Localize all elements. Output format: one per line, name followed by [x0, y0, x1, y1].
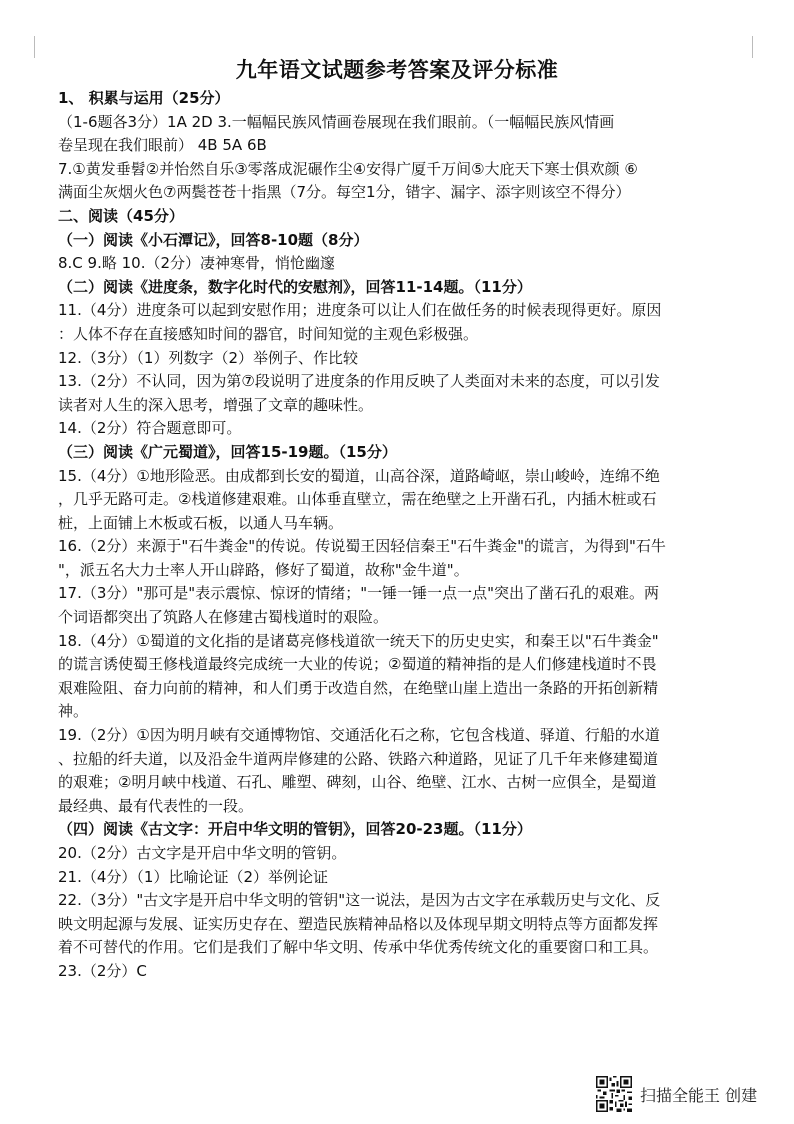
section-heading: 二、阅读（45分）: [58, 206, 184, 225]
answer-line: 20.（2分）古文字是开启中华文明的管钥。: [58, 844, 347, 862]
answer-line: 18.（4分）①蜀道的文化指的是诸葛亮修栈道欲一统天下的历史史实，和秦王以"石牛粪金": [58, 631, 659, 650]
answer-line: 7.①黄发垂髫②并怡然自乐③零落成泥碾作尘④安得广厦千万间⑤大庇天下寒士俱欢颜 ⑥: [58, 159, 638, 178]
answer-line: 满面尘灰烟火色⑦两鬓苍苍十指黑（7分。每空1分，错字、漏字、添字则该空不得分）: [58, 183, 631, 202]
section-heading: （四）阅读《古文字：开启中华文明的管钥》，回答20-23题。（11分）: [58, 820, 532, 839]
answer-line: 映文明起源与发展、证实历史存在、塑造民族精神品格以及体现早期文明特点等方面都发挥: [58, 914, 659, 933]
answer-content: [58, 87, 770, 984]
answer-line: 21.（4分）（1）比喻论证（2）举例论证: [58, 867, 328, 886]
answer-line: 最经典、最有代表性的一段。: [58, 796, 254, 815]
answer-line: ：人体不存在直接感知时间的器官，时间知觉的主观色彩极强。: [58, 324, 479, 343]
answer-line: 8.C 9.略 10.（2分）凄神寒骨，悄怆幽邃: [58, 254, 336, 273]
answer-line: 12.（3分）（1）列数字（2）举例子、作比较: [58, 348, 358, 367]
answer-line: （1-6题各3分）1A 2D 3.一幅幅民族风情画卷展现在我们眼前。（一幅幅民族风情画: [58, 112, 615, 131]
scanner-watermark: [596, 1074, 757, 1114]
answer-line: 22.（3分）"古文字是开启中华文明的管钥"这一说法，是因为古文字在承载历史与文化、反: [58, 891, 661, 910]
answer-line: 艰难险阻、奋力向前的精神，和人们勇于改造自然，在绝壁山崖上造出一条路的开拓创新精: [58, 678, 659, 697]
answer-line: 17.（3分）"那可是"表示震惊、惊讶的情绪；"一锤一锤一点一点"突出了凿石孔的艰难。两: [58, 584, 659, 603]
answer-line: 桩，上面铺上木板或石板，以通人马车辆。: [58, 513, 344, 532]
section-heading: 1、 积累与运用（25分）: [58, 89, 230, 107]
section-heading: （三）阅读《广元蜀道》，回答15-19题。（15分）: [58, 442, 397, 461]
section-heading: （一）阅读《小石潭记》，回答8-10题（8分）: [58, 230, 369, 249]
section-heading: （二）阅读《进度条，数字化时代的安慰剂》，回答11-14题。（11分）: [58, 277, 532, 296]
answer-line: 19.（2分）①因为明月峡有交通博物馆、交通活化石之称，它包含栈道、驿道、行船的水道: [58, 726, 660, 745]
answer-line: 的谎言诱使蜀王修栈道最终完成统一大业的传说；②蜀道的精神指的是人们修建栈道时不畏: [58, 655, 657, 674]
answer-line: 11.（4分）进度条可以起到安慰作用；进度条可以让人们在做任务的时候表现得更好。原因: [58, 301, 662, 320]
answer-line: 15.（4分）①地形险恶。由成都到长安的蜀道，山高谷深，道路崎岖，崇山峻岭，连绵不绝: [58, 466, 660, 485]
answer-line: 读者对人生的深入思考，增强了文章的趣味性。: [58, 395, 374, 414]
document-title: 九年语文试题参考答案及评分标准: [235, 58, 559, 82]
answer-line: 个词语都突出了筑路人在修建古蜀栈道时的艰险。: [58, 608, 389, 627]
answer-line: 、拉船的纤夫道，以及沿金牛道两岸修建的公路、铁路六种道路，见证了几千年来修建蜀道: [58, 749, 659, 768]
answer-line: 着不可替代的作用。它们是我们了解中华文明、传承中华优秀传统文化的重要窗口和工具。: [58, 938, 659, 957]
qr-code-icon: [596, 1076, 632, 1112]
answer-line: 23.（2分）C: [58, 961, 147, 980]
answer-line: 14.（2分）符合题意即可。: [58, 419, 242, 438]
answer-line: 16.（2分）来源于"石牛粪金"的传说。传说蜀王因轻信秦王"石牛粪金"的谎言，为得到"石牛: [58, 537, 666, 556]
answer-line: 的艰难；②明月峡中栈道、石孔、雕塑、碑刻，山谷、绝壁、江水、古树一应俱全，是蜀道: [58, 773, 657, 792]
scanner-brand-text: 扫描全能王 创建: [640, 1085, 758, 1105]
answer-line: 13.（2分）不认同，因为第⑦段说明了进度条的作用反映了人类面对未来的态度，可以引发: [58, 372, 660, 391]
answer-line: 卷呈现在我们眼前） 4B 5A 6B: [58, 136, 267, 155]
answer-line: 神。: [58, 702, 89, 721]
answer-line: "，派五名大力士率人开山辟路，修好了蜀道，故称"金牛道"。: [58, 560, 469, 579]
answer-line: ，几乎无路可走。②栈道修建艰难。山体垂直壁立，需在绝壁之上开凿石孔，内插木桩或石: [58, 490, 657, 509]
